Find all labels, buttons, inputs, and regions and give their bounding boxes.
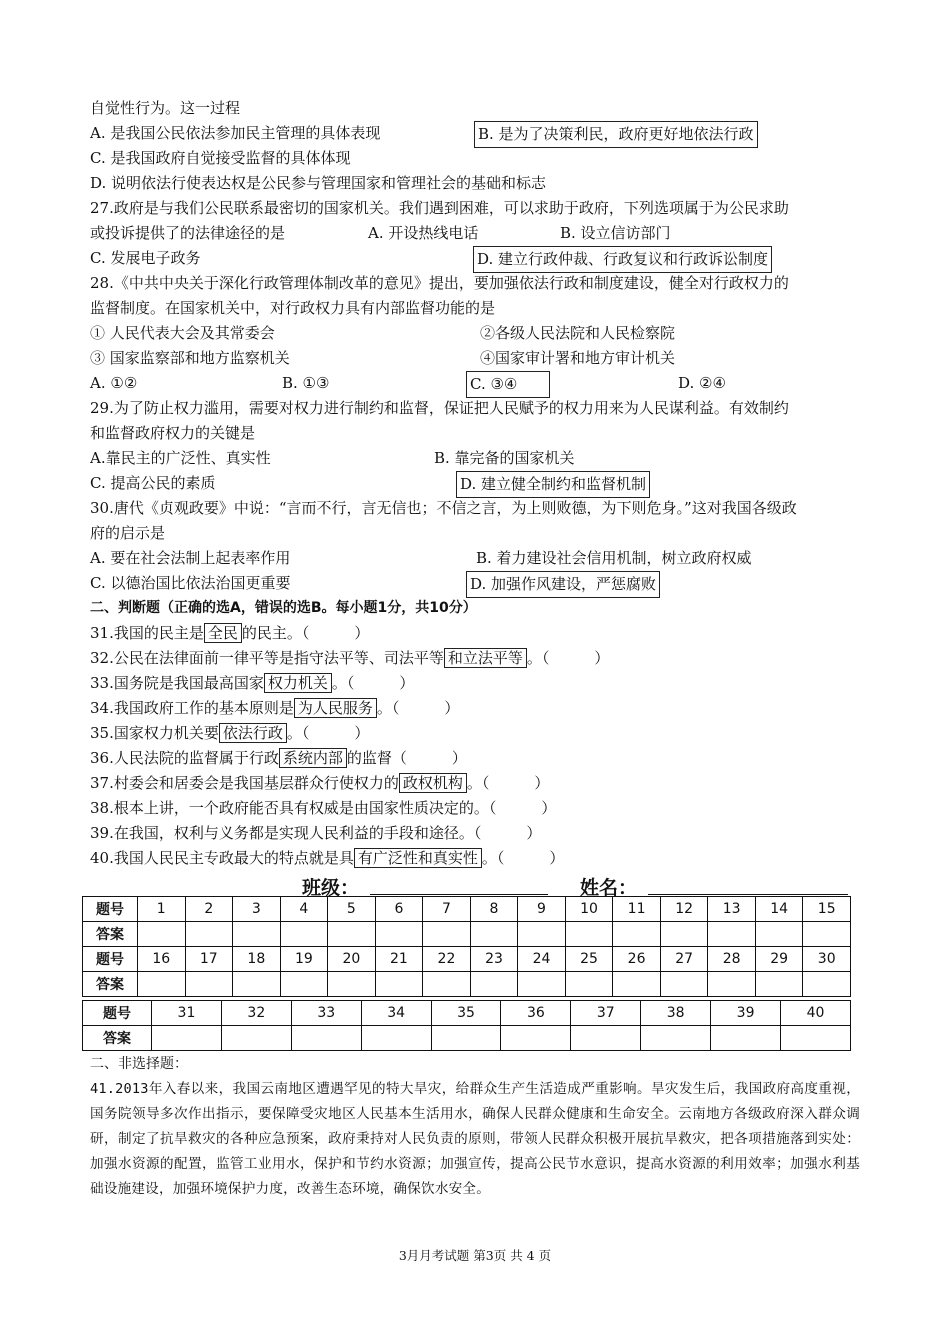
q27-option-c: C. 发展电子政务 [90,249,201,267]
judge-item: 38.根本上讲，一个政府能否具有权威是由国家性质决定的。（ ） [90,799,557,817]
q28-item-1: ① 人民代表大会及其常委会 [90,324,275,342]
q29-option-c: C. 提高公民的素质 [90,474,216,492]
answer-table-row-a: 答案 [83,922,851,947]
q28-item-2: ②各级人民法院和人民检察院 [480,324,676,342]
judge-item: 39.在我国，权利与义务都是实现人民利益的手段和途径。（ ） [90,824,542,842]
q28-option-d: D. ②④ [678,374,726,392]
q27-stem: 27.政府是与我们公民联系最密切的国家机关。我们遇到困难，可以求助于政府，下列选项属于为公民求助 [90,199,789,217]
q30-option-d-marked: D. 加强作风建设，严惩腐败 [466,571,660,598]
q26-option-a: A. 是我国公民依法参加民主管理的具体表现 [90,124,381,142]
q28-items-12 [90,321,860,346]
q28-option-c-marked: C. ③④ [466,371,550,398]
judge-item: 36.人民法院的监督属于行政 系统内部 的监督（ ） [90,749,467,767]
judge-section-title: 二、判断题（正确的选A，错误的选B。每小题1分，共10分） [90,600,477,616]
q28-item-4: ④国家审计署和地方审计机关 [480,349,676,367]
judge-item: 40.我国人民民主专政最大的特点就是具 有广泛性和真实性 。（ ） [90,849,565,867]
judge-item: 33.国务院是我国最高国家 权力机关 。（ ） [90,674,415,692]
q29-options-ab [90,446,860,471]
non-choice-title: 二、非选择题： [90,1056,188,1072]
answer-table-row-q: 题号 31 32 33 34 35 36 37 38 39 40 [83,1001,851,1026]
q29-option-d-marked: D. 建立健全制约和监督机制 [456,471,650,498]
exam-page [90,96,860,901]
name-label: 姓名： [580,877,638,899]
q26-option-c: C. 是我国政府自觉接受监督的具体体现 [90,149,351,167]
q26-option-b-marked: B. 是为了决策利民，政府更好地依法行政 [474,121,758,148]
q27-option-b: B. 设立信访部门 [560,224,671,242]
q29-options-cd [90,471,860,496]
q26-option-d: D. 说明依法行使表达权是公民参与管理国家和管理社会的基础和标志 [90,174,547,192]
q29-stem-cont: 和监督政府权力的关键是 [90,424,256,442]
class-blank[interactable] [370,893,548,895]
judge-item: 32.公民在法律面前一律平等是指守法平等、司法平等 和立法平等 。（ ） [90,649,610,667]
q28-stem: 28.《中共中央关于深化行政管理体制改革的意见》提出，要加强依法行政和制度建设，健全对行政权力的 [90,274,789,292]
judge-item: 34.我国政府工作的基本原则是 为人民服务 。（ ） [90,699,460,717]
q27-stem-cont: 或投诉提供了的法律途径的是 [90,224,286,242]
q27-line2 [90,221,860,246]
q30-stem-cont: 府的启示是 [90,524,166,542]
q41-text: 41.2013年入春以来，我国云南地区遭遇罕见的特大旱灾，给群众生产生活造成严重影响。旱灾发生后，我国政府高度重视，国务院领导多次作出指示，要保障受灾地区人民基本生活用水，确保人民群众健康和生命安全。云南地方各级政府深入群众调研，制定了抗旱救灾的各种应急预案，政府秉持对人民负责的原则，带领人民群众积极开展抗旱救灾，把各项措施落到实处：加强水资源的配置，监管工业用水，保护和节约水资源；加强宣传，提高公民节水意识，提高水资源的利用效率；加强水利基础设施建设，加强环境保护力度，改善生态环境，确保饮水安全。 [90,1081,860,1197]
answer-table-row-a: 答案 [83,1026,851,1051]
q27-option-a: A. 开设热线电话 [368,224,479,242]
page-footer: 3月月考试题 第3页 共 4 页 [398,1248,552,1263]
judge-item: 31.我国的民主是 全民 的民主。（ ） [90,624,370,642]
answer-table-row-q: 题号 16 17 18 19 20 21 22 23 24 25 26 27 28 29 30 [83,947,851,972]
q28-stem-cont: 监督制度。在国家机关中，对行政权力具有内部监督功能的是 [90,299,496,317]
answer-table-row-q: 题号 1 2 3 4 5 6 7 8 9 10 11 12 13 14 15 [83,897,851,922]
q26-continuation: 自觉性行为。这一过程 [90,99,241,117]
q29-option-b: B. 靠完备的国家机关 [434,449,575,467]
q27-option-d-marked: D. 建立行政仲裁、行政复议和行政诉讼制度 [473,246,772,273]
answer-table-bottom [82,1000,851,1051]
judge-list [90,621,860,871]
q26-options-ab [90,121,860,146]
class-label: 班级： [302,877,360,899]
answer-table-top [82,896,851,997]
q30-options-cd [90,571,860,596]
q30-options-ab [90,546,860,571]
q28-item-3: ③ 国家监察部和地方监察机关 [90,349,290,367]
q30-stem: 30.唐代《贞观政要》中说：“言而不行，言无信也；不信之言，为上则败德，为下则危身。”这对我国各级政 [90,499,797,517]
q30-option-c: C. 以德治国比依法治国更重要 [90,574,291,592]
q27-line3 [90,246,860,271]
q28-items-34 [90,346,860,371]
q28-options [90,371,860,396]
answer-table-row-a: 答案 [83,972,851,997]
judge-item: 35.国家权力机关要 依法行政 。（ ） [90,724,370,742]
q28-option-b: B. ①③ [282,374,330,392]
q29-option-a: A.靠民主的广泛性、真实性 [90,449,271,467]
non-choice-section [90,1052,860,1202]
name-blank[interactable] [648,893,848,895]
q30-option-a: A. 要在社会法制上起表率作用 [90,549,291,567]
q29-stem: 29.为了防止权力滥用，需要对权力进行制约和监督，保证把人民赋予的权力用来为人民谋利益。有效制约 [90,399,789,417]
judge-item: 37.村委会和居委会是我国基层群众行使权力的 政权机构 。（ ） [90,774,550,792]
q30-option-b: B. 着力建设社会信用机制，树立政府权威 [476,549,752,567]
q28-option-a: A. ①② [90,374,138,392]
